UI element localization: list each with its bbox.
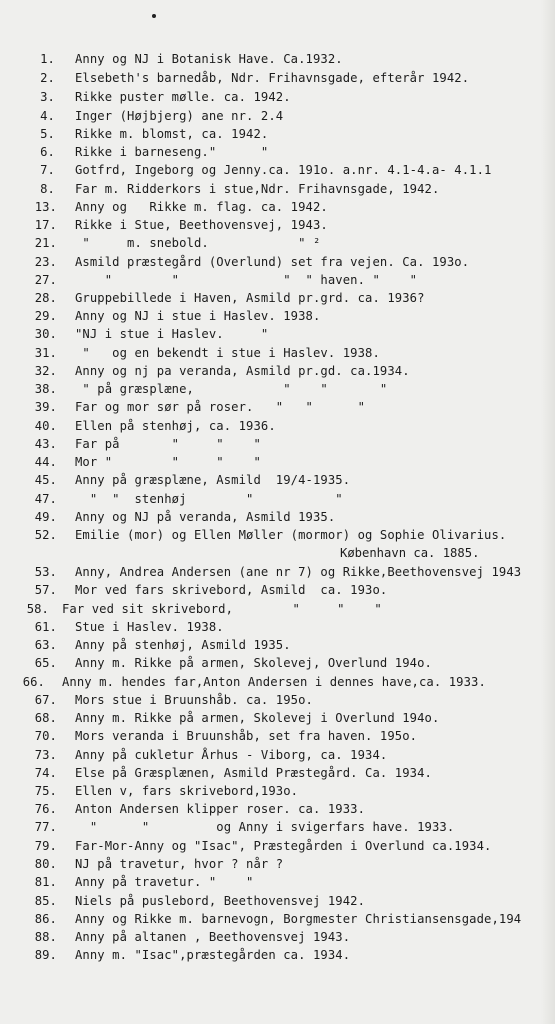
entry-caption: Mor " " " " — [75, 455, 261, 469]
entry-caption: Far ved sit skrivebord, " " " — [62, 602, 382, 616]
caption-entry — [0, 256, 555, 272]
entry-number: 39. — [34, 400, 57, 414]
entry-number: 49. — [34, 510, 57, 524]
entry-caption: Far på " " " — [75, 437, 261, 451]
entry-caption: Anny på stenhøj, Asmild 1935. — [75, 638, 291, 652]
entry-number: 58. — [26, 602, 49, 616]
entry-number: 73. — [34, 748, 57, 762]
caption-entry — [0, 712, 555, 728]
entry-caption: " " stenhøj " " — [75, 492, 343, 506]
caption-entry — [0, 821, 555, 837]
entry-number: 63. — [34, 638, 57, 652]
entry-caption: Inger (Højbjerg) ane nr. 2.4 — [75, 109, 284, 123]
entry-caption: Anny på travetur. " " — [75, 875, 254, 889]
caption-entry — [0, 420, 555, 436]
entry-caption: Anny, Andrea Andersen (ane nr 7) og Rikke,Beethovensvej 1943 — [75, 565, 522, 579]
entry-number: 38. — [34, 382, 57, 396]
caption-entry — [0, 639, 555, 655]
entry-number: 30. — [34, 327, 57, 341]
entry-caption: Gruppebillede i Haven, Asmild pr.grd. ca. 1936? — [75, 291, 425, 305]
entry-caption: Anny m. Rikke på armen, Skolevej i Overlund 194o. — [75, 711, 440, 725]
entry-number: 86. — [34, 912, 57, 926]
caption-entry — [0, 183, 555, 199]
page-edge-shadow — [541, 0, 555, 1024]
caption-entry — [0, 767, 555, 783]
entry-number: 23. — [34, 255, 57, 269]
entry-number: 29. — [34, 309, 57, 323]
entry-caption: Mors veranda i Bruunshåb, set fra haven. 195o. — [75, 729, 418, 743]
caption-entry — [0, 584, 555, 600]
entry-caption: " på græsplæne, " " " — [75, 382, 388, 396]
caption-entry — [0, 201, 555, 217]
caption-entry — [0, 895, 555, 911]
caption-entry — [0, 621, 555, 637]
caption-entry — [0, 146, 555, 162]
entry-number: 57. — [34, 583, 57, 597]
caption-entry — [0, 401, 555, 417]
entry-caption: Elsebeth's barnedåb, Ndr. Frihavnsgade, efterår 1942. — [75, 71, 470, 85]
caption-entry — [0, 383, 555, 399]
entry-caption: "NJ i stue i Haslev. " — [75, 327, 269, 341]
entry-caption: Anny og NJ i Botanisk Have. Ca.1932. — [75, 52, 343, 66]
caption-entry — [0, 365, 555, 381]
entry-caption: Anny m. Rikke på armen, Skolevej, Overlund 194o. — [75, 656, 432, 670]
entry-caption: Anny og Rikke m. barnevogn, Borgmester Christiansensgade,194 — [75, 912, 522, 926]
caption-entry — [0, 676, 555, 692]
entry-number: 68. — [34, 711, 57, 725]
entry-number: 85. — [34, 894, 57, 908]
caption-entry — [0, 913, 555, 929]
entry-caption: Asmild præstegård (Overlund) set fra vejen. Ca. 193o. — [75, 255, 470, 269]
entry-caption: Rikke i Stue, Beethovensvej, 1943. — [75, 218, 328, 232]
entry-number: 53. — [34, 565, 57, 579]
entry-number: 45. — [34, 473, 57, 487]
entry-number: 5. — [40, 127, 55, 141]
caption-entry — [0, 72, 555, 88]
caption-entry — [0, 91, 555, 107]
caption-entry — [0, 237, 555, 253]
caption-entry — [0, 603, 555, 619]
entry-number: 75. — [34, 784, 57, 798]
caption-entry — [0, 876, 555, 892]
entry-caption: Anny på cukletur Århus - Viborg, ca. 1934. — [75, 748, 388, 762]
caption-entry — [0, 803, 555, 819]
caption-entry — [0, 566, 555, 582]
caption-entry — [0, 474, 555, 490]
caption-entry — [0, 292, 555, 308]
entry-caption: Anny og NJ på veranda, Asmild 1935. — [75, 510, 336, 524]
entry-number: 79. — [34, 839, 57, 853]
caption-entry — [0, 949, 555, 965]
entry-number: 3. — [40, 90, 55, 104]
caption-entry — [0, 347, 555, 363]
entry-number: 43. — [34, 437, 57, 451]
entry-caption: " og en bekendt i stue i Haslev. 1938. — [75, 346, 380, 360]
entry-number: 88. — [34, 930, 57, 944]
entry-caption: Rikke i barneseng." " — [75, 145, 269, 159]
caption-entry — [0, 456, 555, 472]
entry-number: 6. — [40, 145, 55, 159]
entry-number: 7. — [40, 163, 55, 177]
caption-entry — [0, 493, 555, 509]
entry-caption: Ellen på stenhøj, ca. 1936. — [75, 419, 276, 433]
caption-entry — [0, 328, 555, 344]
caption-entry — [0, 840, 555, 856]
caption-entry — [0, 529, 555, 545]
caption-entry — [0, 858, 555, 874]
entry-number: 44. — [34, 455, 57, 469]
entry-caption: Gotfrd, Ingeborg og Jenny.ca. 191o. a.nr. 4.1-4.a- 4.1.1 — [75, 163, 492, 177]
entry-number: 1. — [40, 52, 55, 66]
entry-caption: Far-Mor-Anny og "Isac", Præstegården i Overlund ca.1934. — [75, 839, 492, 853]
entry-number: 80. — [34, 857, 57, 871]
caption-entry — [0, 274, 555, 290]
entry-caption: Rikke m. blomst, ca. 1942. — [75, 127, 269, 141]
entry-caption: Mors stue i Bruunshåb. ca. 195o. — [75, 693, 313, 707]
entry-number: 67. — [34, 693, 57, 707]
entry-caption: NJ på travetur, hvor ? når ? — [75, 857, 284, 871]
caption-entry — [0, 749, 555, 765]
caption-entry — [0, 128, 555, 144]
entry-caption: " " og Anny i svigerfars have. 1933. — [75, 820, 455, 834]
entry-caption: Anny m. "Isac",præstegården ca. 1934. — [75, 948, 351, 962]
entry-caption: Anny og nj pa veranda, Asmild pr.gd. ca.1934. — [75, 364, 410, 378]
entry-caption: " " " " haven. " " — [75, 273, 418, 287]
entry-number: 81. — [34, 875, 57, 889]
caption-entry — [0, 730, 555, 746]
entry-number: 2. — [40, 71, 55, 85]
caption-entry — [0, 785, 555, 801]
entry-number: 28. — [34, 291, 57, 305]
entry-number: 17. — [34, 218, 57, 232]
entry-caption: Far m. Ridderkors i stue,Ndr. Frihavnsgade, 1942. — [75, 182, 440, 196]
entry-number: 61. — [34, 620, 57, 634]
caption-entry — [0, 310, 555, 326]
entry-number: 27. — [34, 273, 57, 287]
entry-caption: Anton Andersen klipper roser. ca. 1933. — [75, 802, 366, 816]
entry-caption: " m. snebold. " ² — [75, 236, 321, 250]
caption-entry — [0, 657, 555, 673]
entry-caption: Anny og Rikke m. flag. ca. 1942. — [75, 200, 328, 214]
entry-52-continuation: København ca. 1885. — [340, 546, 480, 560]
entry-number: 31. — [34, 346, 57, 360]
entry-number: 8. — [40, 182, 55, 196]
caption-entry — [0, 164, 555, 180]
caption-entry — [0, 511, 555, 527]
entry-number: 13. — [34, 200, 57, 214]
entry-number: 76. — [34, 802, 57, 816]
entry-number: 52. — [34, 528, 57, 542]
entry-caption: Stue i Haslev. 1938. — [75, 620, 224, 634]
caption-entry — [0, 694, 555, 710]
entry-number: 21. — [34, 236, 57, 250]
entry-number: 89. — [34, 948, 57, 962]
entry-caption: Anny og NJ i stue i Haslev. 1938. — [75, 309, 321, 323]
entry-caption: Anny m. hendes far,Anton Andersen i dennes have,ca. 1933. — [62, 675, 486, 689]
caption-entry — [0, 110, 555, 126]
entry-caption: Emilie (mor) og Ellen Møller (mormor) og Sophie Olivarius. — [75, 528, 507, 542]
entry-number: 70. — [34, 729, 57, 743]
entry-number: 77. — [34, 820, 57, 834]
caption-entry — [0, 219, 555, 235]
entry-number: 74. — [34, 766, 57, 780]
entry-caption: Anny på græsplæne, Asmild 19/4-1935. — [75, 473, 351, 487]
entry-number: 4. — [40, 109, 55, 123]
entry-caption: Anny på altanen , Beethovensvej 1943. — [75, 930, 351, 944]
entry-caption: Far og mor sør på roser. " " " — [75, 400, 366, 414]
caption-entry — [0, 53, 555, 69]
entry-caption: Mor ved fars skrivebord, Asmild ca. 193o. — [75, 583, 388, 597]
entry-number: 66. — [22, 675, 45, 689]
entry-number: 40. — [34, 419, 57, 433]
entry-caption: Niels på puslebord, Beethovensvej 1942. — [75, 894, 366, 908]
caption-entry — [0, 438, 555, 454]
entry-number: 65. — [34, 656, 57, 670]
entry-number: 32. — [34, 364, 57, 378]
entry-caption: Else på Græsplænen, Asmild Præstegård. Ca. 1934. — [75, 766, 432, 780]
caption-entry — [0, 931, 555, 947]
entry-caption: Ellen v, fars skrivebord,193o. — [75, 784, 299, 798]
entry-caption: Rikke puster mølle. ca. 1942. — [75, 90, 291, 104]
entry-number: 47. — [34, 492, 57, 506]
